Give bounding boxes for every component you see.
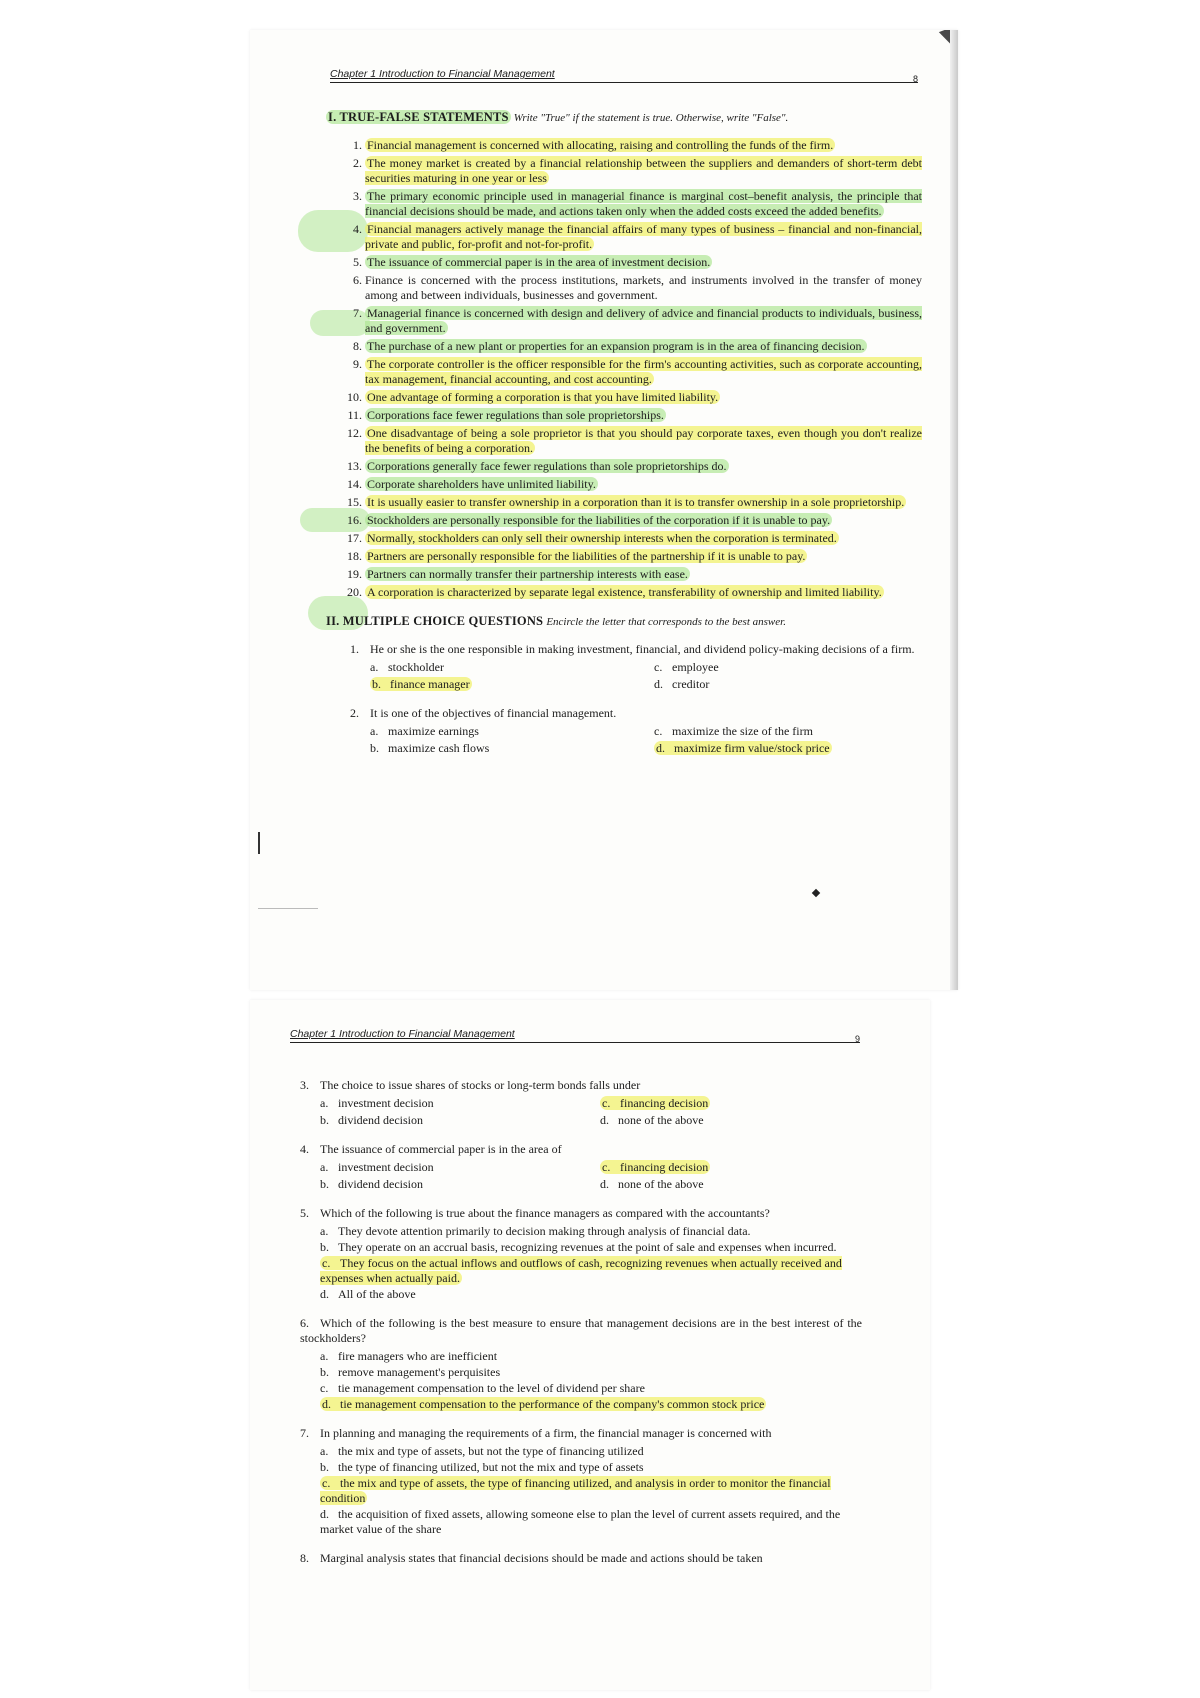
list-item: 18. Partners are personally responsible for the liabilities of the partnership if it is unable to pay. xyxy=(365,549,928,564)
running-header xyxy=(330,68,918,83)
option-a: a. fire managers who are inefficient xyxy=(320,1349,498,1363)
page1-body xyxy=(326,110,928,770)
true-false-list xyxy=(330,138,928,600)
option-c: c. the mix and type of assets, the type of financing utilized, and analysis in order to monitor the financial condition xyxy=(320,1476,831,1505)
list-item: 10. One advantage of forming a corporation is that you have limited liability. xyxy=(365,390,928,405)
chapter-title: Chapter 1 Introduction to Financial Management xyxy=(330,68,555,80)
list-item: 8. The purchase of a new plant or properties for an expansion program is in the area of financing decision. xyxy=(365,339,928,354)
margin-line-mark xyxy=(258,832,260,854)
option-b: b. the type of financing utilized, but not the mix and type of assets xyxy=(320,1460,644,1474)
option-a: a. investment decision xyxy=(320,1096,434,1110)
document-page-2 xyxy=(250,1000,930,1690)
option-d: d. none of the above xyxy=(600,1177,704,1191)
list-item: 19. Partners can normally transfer their partnership interests with ease. xyxy=(365,567,928,582)
mcq-question-1: 1. He or she is the one responsible in making investment, financial, and dividend policy-making decisions of a firm. a. stockholder c. employee b. finance manager d. creditor xyxy=(350,642,928,692)
page-number: 9 xyxy=(854,1034,860,1044)
option-d: d. creditor xyxy=(654,677,710,691)
option-c: c. tie management compensation to the level of dividend per share xyxy=(320,1381,645,1395)
list-item: 15. It is usually easier to transfer ownership in a corporation than it is to transfer ownership in a sole proprietorship. xyxy=(365,495,928,510)
option-d: d. none of the above xyxy=(600,1113,704,1127)
list-item: 9. The corporate controller is the officer responsible for the firm's accounting activities, such as corporate accounting, tax management, financial accounting, and cost accounting. xyxy=(365,357,928,387)
list-item: 4. Financial managers actively manage the financial affairs of many types of business – financial and non-financial, private and public, for-profit and not-for-profit. xyxy=(365,222,928,252)
section-true-false-heading xyxy=(326,110,928,126)
option-b: b. They operate on an accrual basis, recognizing revenues at the point of sale and expenses when incurred. xyxy=(320,1240,837,1254)
section-multiple-choice-heading xyxy=(326,614,928,630)
section-instruction: Write "True" if the statement is true. Otherwise, write "False". xyxy=(513,112,789,124)
option-a: a. maximize earnings xyxy=(370,724,479,738)
running-header xyxy=(290,1028,860,1043)
list-item: 13. Corporations generally face fewer regulations than sole proprietorships do. xyxy=(365,459,928,474)
option-c: c. They focus on the actual inflows and outflows of cash, recognizing revenues when actually received and expenses when actually paid. xyxy=(320,1256,842,1285)
mcq-question-8: 8. Marginal analysis states that financial decisions should be made and actions should be taken xyxy=(300,1551,763,1565)
option-b: b. remove management's perquisites xyxy=(320,1365,501,1379)
section-title: II. MULTIPLE CHOICE QUESTIONS xyxy=(326,614,544,628)
mcq-question-5: 5. Which of the following is true about the finance managers as compared with the accountants? a. They devote attention primarily to decision making through analysis of financial data. b. They operate on an accrual basis, recognizing revenues at the point of sale and expenses when incurred. c. They focus on the actual inflows and outflows of cash, recognizing revenues when actually received and expenses when actually paid. d. All of the above xyxy=(300,1206,870,1302)
list-item: 7. Managerial finance is concerned with design and delivery of advice and financial products to individuals, business, and government. xyxy=(365,306,928,336)
list-item: 1. Financial management is concerned with allocating, raising and controlling the funds of the firm. xyxy=(365,138,928,153)
option-c: c. employee xyxy=(654,660,719,674)
list-item: 12. One disadvantage of being a sole proprietor is that you should pay corporate taxes, even though you don't realize the benefits of being a corporation. xyxy=(365,426,928,456)
list-item: 6. Finance is concerned with the process institutions, markets, and instruments involved in the transfer of money among and between individuals, businesses and government. xyxy=(365,273,928,303)
list-item: 5. The issuance of commercial paper is in the area of investment decision. xyxy=(365,255,928,270)
option-b: b. dividend decision xyxy=(320,1177,423,1191)
list-item: 20. A corporation is characterized by separate legal existence, transferability of ownership and limited liability. xyxy=(365,585,928,600)
list-item: 11. Corporations face fewer regulations than sole proprietorships. xyxy=(365,408,928,423)
page-divider xyxy=(258,908,318,909)
option-d: d. All of the above xyxy=(320,1287,416,1301)
option-d: d. tie management compensation to the performance of the company's common stock price xyxy=(322,1397,765,1411)
mcq-question-3: 3. The choice to issue shares of stocks or long-term bonds falls under a. investment decision c. financing decision b. dividend decision d. none of the above xyxy=(300,1078,870,1128)
section-title: I. TRUE-FALSE STATEMENTS xyxy=(328,110,509,124)
list-item: 16. Stockholders are personally responsible for the liabilities of the corporation if it is unable to pay. xyxy=(365,513,928,528)
page2-body xyxy=(300,1078,870,1580)
option-c: c. maximize the size of the firm xyxy=(654,724,813,738)
option-a: a. They devote attention primarily to decision making through analysis of financial data. xyxy=(320,1224,751,1238)
page-spine-shadow xyxy=(950,30,958,990)
option-d: d. maximize firm value/stock price xyxy=(656,741,830,755)
option-a: a. stockholder xyxy=(370,660,444,674)
mcq-question-4: 4. The issuance of commercial paper is in the area of a. investment decision c. financing decision b. dividend decision d. none of the above xyxy=(300,1142,870,1192)
option-b: b. maximize cash flows xyxy=(370,741,490,755)
page-number: 8 xyxy=(912,74,918,84)
mcq-question-7: 7. In planning and managing the requirements of a firm, the financial manager is concerned with a. the mix and type of assets, but not the type of financing utilized b. the type of financing utilized, but not the mix and type of assets c. the mix and type of assets, the type of financing utilized, and analysis in order to monitor the financial condition d. the acquisition of fixed assets, allowing someone else to plan the level of current assets required, and the market value of the share xyxy=(300,1426,870,1537)
list-item: 17. Normally, stockholders can only sell their ownership interests when the corporation is terminated. xyxy=(365,531,928,546)
document-page-1 xyxy=(250,30,958,990)
option-b: b. dividend decision xyxy=(320,1113,423,1127)
list-item: 2. The money market is created by a financial relationship between the suppliers and demanders of short-term debt securities maturing in one year or less xyxy=(365,156,928,186)
option-a: a. the mix and type of assets, but not the type of financing utilized xyxy=(320,1444,644,1458)
option-d: d. the acquisition of fixed assets, allowing someone else to plan the level of current assets required, and the market value of the share xyxy=(320,1507,841,1536)
option-c: c. financing decision xyxy=(602,1160,709,1174)
option-b: b. finance manager xyxy=(372,677,470,691)
mcq-question-2: 2. It is one of the objectives of financial management. a. maximize earnings c. maximize the size of the firm b. maximize cash flows d. maximize firm value/stock price xyxy=(350,706,928,756)
mcq-question-6: 6. Which of the following is the best measure to ensure that management decisions are in the best interest of the stockholders? a. fire managers who are inefficient b. remove management's perquisites c. tie management compensation to the level of dividend per share d. tie management compensation to the performance of the company's common stock price xyxy=(300,1316,870,1412)
list-item: 14. Corporate shareholders have unlimited liability. xyxy=(365,477,928,492)
chapter-title: Chapter 1 Introduction to Financial Management xyxy=(290,1028,515,1040)
list-item: 3. The primary economic principle used in managerial finance is marginal cost–benefit analysis, the principle that financial decisions should be made, and actions taken only when the added costs exceed the added benefits. xyxy=(365,189,928,219)
section-instruction: Encircle the letter that corresponds to the best answer. xyxy=(546,616,786,628)
option-c: c. financing decision xyxy=(602,1096,709,1110)
option-a: a. investment decision xyxy=(320,1160,434,1174)
